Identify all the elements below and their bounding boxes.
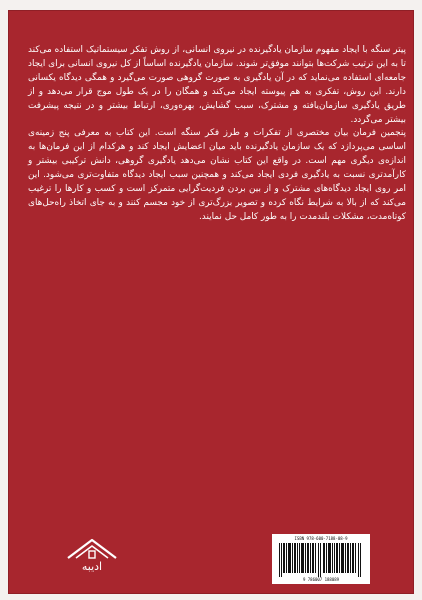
publisher-logo: [62, 536, 122, 580]
blurb-paragraph-1: پیتر سنگه با ایجاد مفهوم سازمان یادگیرنده در نیروی انسانی، از روش تفکر سیستماتیک استفاده می‌کند تا به این ترتیب شرکت‌ها بتوانند موفق‌تر شوند. سازمان یادگیرنده اساساً از کل نیروی انسانی برای ایجاد جامعه‌ای استفاده می‌نماید که در آن یادگیری به صورت گروهی صورت می‌گیرد و همگی دیدگاه یکسانی دارند. این روش، تفکری به هم پیوسته ایجاد می‌کند و همگان را در یک طول موج قرار می‌دهد و از طریق یادگیری سازمان‌یافته و مشترک، سبب گشایش، بهره‌وری، ارتباط بیشتر و در نتیجه پیشرفت بیشتر می‌گردد.: [28, 45, 406, 125]
book-back-cover: [8, 10, 414, 594]
house-roof-logo-icon: [62, 536, 122, 562]
barcode: [272, 534, 370, 584]
blurb-paragraph-2: پنجمین فرمان بیان مختصری از تفکرات و طرز فکر سنگه است. این کتاب به معرفی پنج زمینه‌ی اساسی می‌پردازد که یک سازمان یادگیرنده باید میان اعضایش ایجاد کند و هرکدام از این فرمان‌ها به اندازه‌ی دیگری مهم است. در واقع این کتاب نشان می‌دهد یادگیری گروهی، دانش ترکیبی بیشتر و کارآمدتری نسبت به یادگیری فردی ایجاد می‌کند و همچنین سبب ایجاد دیدگاه متفاوت‌تری می‌شود. این امر روی ایجاد دیدگاه‌های مشترک و از بین بردن فردیت‌گرایی متمرکز است و کسب و کارها را ترغیب می‌کند که از بالا به شرایط نگاه کرده و تصویر بزرگ‌تری از خود مجسم کنند و به جای اتخاذ راه‌حل‌های کوتاه‌مدت، مشکلات بلندمدت را به طور کامل حل نمایند.: [28, 128, 406, 222]
isbn-label: ISBN 978-600-7188-08-9: [294, 536, 348, 541]
barcode-digits: 9 786007 188089: [302, 577, 340, 582]
blurb-text: [28, 44, 406, 225]
barcode-bars: [278, 543, 364, 577]
publisher-name: ادیبه: [81, 560, 103, 573]
